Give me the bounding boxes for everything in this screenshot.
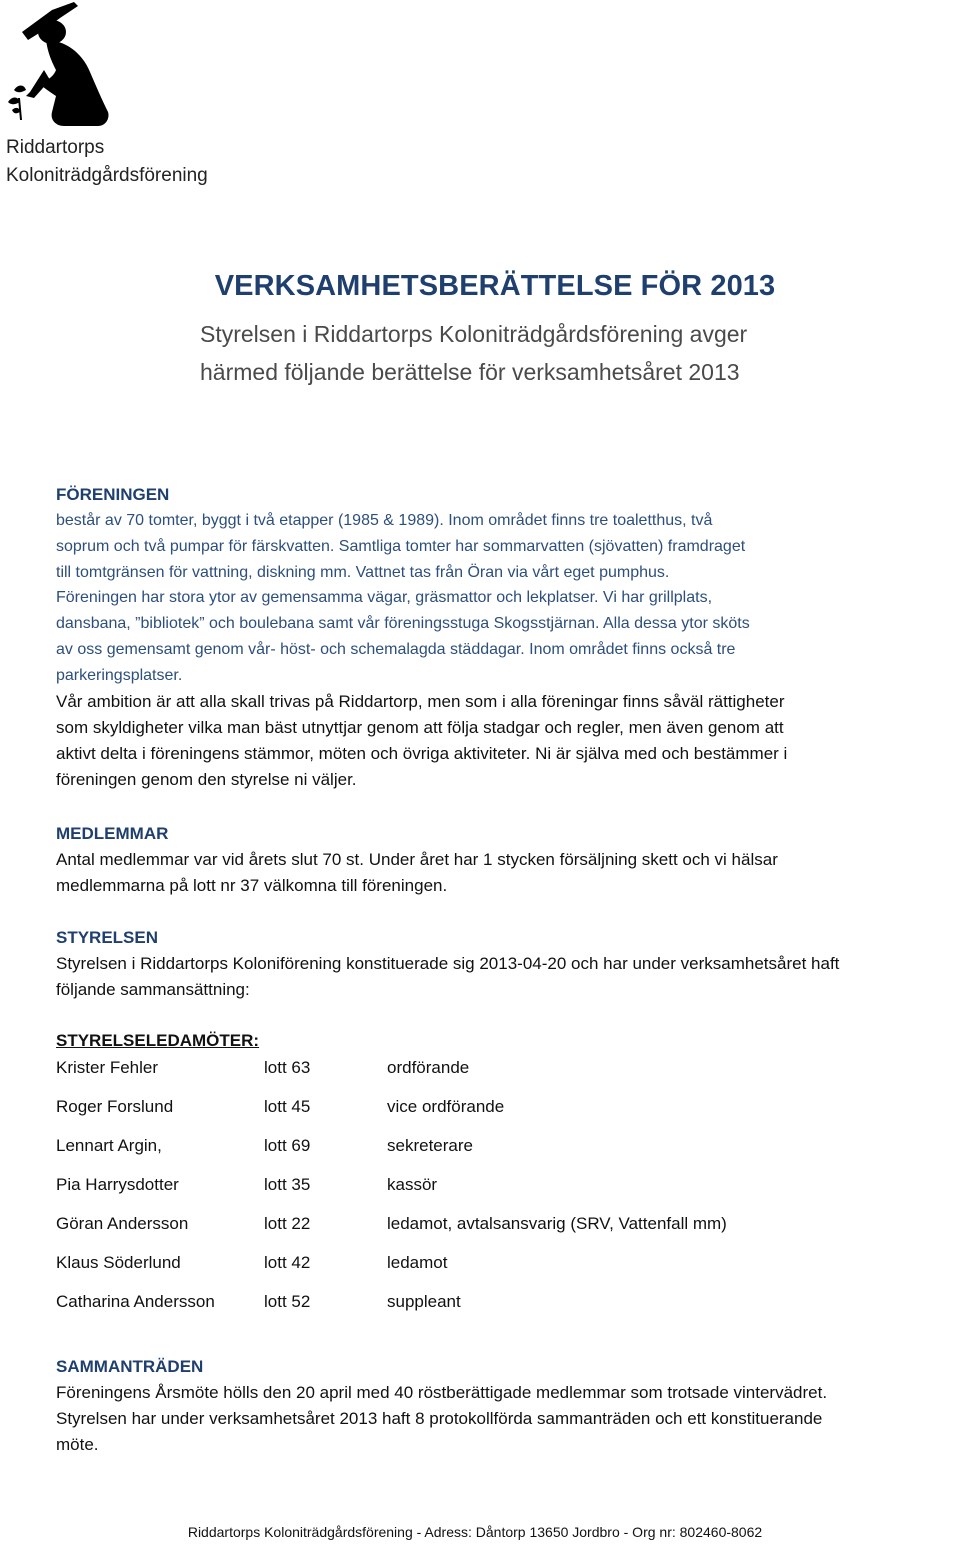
paragraph-line: Styrelsen har under verksamhetsåret 2013 haft 8 protokollförda sammanträden och ett konstituerande: [56, 1409, 823, 1428]
paragraph-line: Vår ambition är att alla skall trivas på Riddartorp, men som i alla föreningar finns såväl rättigheter: [56, 691, 785, 711]
paragraph-line: Föreningen har stora ytor av gemensamma vägar, gräsmattor och lekplatser. Vi har grillplats,: [56, 589, 713, 607]
document-title: VERKSAMHETSBERÄTTELSE FÖR 2013: [214, 270, 776, 302]
member-lot: lott 63: [264, 1058, 311, 1077]
paragraph-line: möte.: [56, 1435, 99, 1454]
member-name: Klaus Söderlund: [56, 1253, 181, 1272]
member-lot: lott 22: [264, 1214, 311, 1233]
gardener-logo-icon: [4, 0, 114, 134]
member-name: Catharina Andersson: [56, 1292, 215, 1311]
paragraph-line: följande sammansättning:: [56, 980, 250, 999]
member-role: sekreterare: [387, 1136, 473, 1155]
member-lot: lott 42: [264, 1253, 311, 1272]
section-styrelsen: [56, 925, 956, 1003]
section-heading: STYRELSEN: [56, 928, 159, 947]
org-name-line1: Riddartorps: [6, 137, 105, 158]
paragraph-line: soprum och två pumpar för färskvatten. Samtliga tomter har sommarvatten (sjövatten) framdraget: [56, 537, 746, 555]
paragraph-line: Antal medlemmar var vid årets slut 70 st. Under året har 1 stycken försäljning skett och vi hälsar: [56, 850, 778, 869]
paragraph-line: av oss gemensamt genom vår- höst- och schemalagda städdagar. Inom området finns också tre: [56, 640, 736, 658]
section-heading: SAMMANTRÄDEN: [56, 1357, 204, 1376]
subtitle-line: Styrelsen i Riddartorps Koloniträdgårdsförening avger: [200, 321, 748, 347]
section-foreningen: [56, 482, 956, 793]
member-role: suppleant: [387, 1292, 461, 1311]
member-name: Lennart Argin,: [56, 1136, 162, 1155]
paragraph-line: medlemmarna på lott nr 37 välkomna till föreningen.: [56, 876, 448, 895]
section-medlemmar: [56, 821, 956, 899]
member-name: Krister Fehler: [56, 1058, 159, 1077]
paragraph-line: som skyldigheter vilka man bäst utnyttjar genom att följa stadgar och regler, men även genom att: [56, 717, 784, 737]
paragraph-line: Styrelsen i Riddartorps Koloniförening konstituerade sig 2013-04-20 och har under verksamhetsåret haft: [56, 954, 840, 973]
board-member-row: [56, 1055, 956, 1094]
paragraph-line: består av 70 tomter, byggt i två etapper (1985 & 1989). Inom området finns tre toaletthus, två: [56, 512, 713, 529]
section-heading: MEDLEMMAR: [56, 824, 169, 843]
org-name-line2: Koloniträdgårdsförening: [6, 165, 208, 186]
section-heading: STYRELSELEDAMÖTER:: [56, 1031, 260, 1050]
member-name: Roger Forslund: [56, 1097, 174, 1116]
board-member-row: [56, 1172, 956, 1211]
section-sammantraden: [56, 1354, 956, 1458]
member-role: ledamot: [387, 1253, 448, 1272]
document-subtitle: [200, 315, 900, 391]
member-role: ordförande: [387, 1058, 470, 1077]
board-member-row: [56, 1289, 956, 1328]
member-lot: lott 45: [264, 1097, 311, 1116]
member-name: Göran Andersson: [56, 1214, 189, 1233]
board-member-row: [56, 1094, 956, 1133]
organization-name: [6, 134, 208, 190]
member-role: vice ordförande: [387, 1097, 505, 1116]
paragraph-line: till tomtgränsen för vattning, diskning mm. Vattnet tas från Öran via vårt eget pumphus.: [56, 563, 670, 581]
board-member-row: [56, 1133, 956, 1172]
board-member-row: [56, 1250, 956, 1289]
member-role: kassör: [387, 1175, 438, 1194]
member-name: Pia Harrysdotter: [56, 1175, 179, 1194]
member-lot: lott 35: [264, 1175, 311, 1194]
paragraph-line: föreningen genom den styrelse ni väljer.: [56, 769, 357, 789]
paragraph-line: aktivt delta i föreningens stämmor, möten och övriga aktiviteter. Ni är själva med och bestämmer i: [56, 743, 788, 763]
member-lot: lott 69: [264, 1136, 311, 1155]
paragraph-line: parkeringsplatser.: [56, 666, 183, 684]
member-lot: lott 52: [264, 1292, 311, 1311]
section-styrelseledamoter: [56, 1028, 956, 1328]
paragraph-line: dansbana, ”bibliotek” och boulebana samt vår föreningsstuga Skogsstjärnan. Alla dessa ytor sköts: [56, 615, 750, 633]
paragraph-line: Föreningens Årsmöte hölls den 20 april med 40 röstberättigade medlemmar som trotsade vintervädret.: [56, 1383, 828, 1402]
section-heading: FÖRENINGEN: [56, 485, 170, 504]
page-footer: Riddartorps Koloniträdgårdsförening - Adress: Dåntorp 13650 Jordbro - Org nr: 802460-8062: [187, 1524, 763, 1540]
member-role: ledamot, avtalsansvarig (SRV, Vattenfall mm): [387, 1214, 727, 1233]
board-member-row: [56, 1211, 956, 1250]
subtitle-line: härmed följande berättelse för verksamhetsåret 2013: [200, 359, 740, 385]
